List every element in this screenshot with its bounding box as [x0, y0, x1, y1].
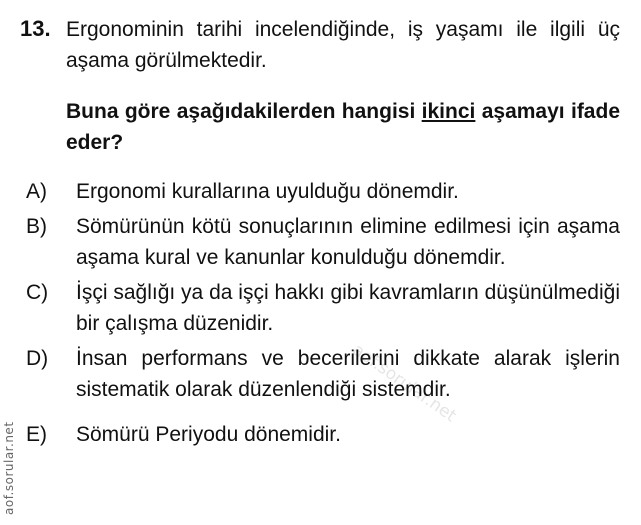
- option-letter: E): [26, 423, 47, 446]
- question-stem: Ergonominin tarihi incelendiğinde, iş yaşamı ile ilgili üç aşama görülmektedir.: [66, 18, 620, 72]
- side-watermark: aof.sorular.net: [2, 421, 16, 515]
- option-letter: C): [26, 281, 49, 304]
- option-e[interactable]: [26, 419, 620, 450]
- option-text: Ergonomi kurallarına uyulduğu dönemdir.: [76, 180, 459, 203]
- option-d[interactable]: [26, 343, 620, 405]
- option-c[interactable]: [26, 277, 620, 339]
- option-text: Sömürünün kötü sonuçlarının elimine edilmesi için aşama aşama kural ve kanunlar konulduğu dönemdir.: [76, 215, 620, 269]
- question-number: 13.: [20, 16, 51, 41]
- option-a[interactable]: [26, 176, 620, 207]
- option-b[interactable]: [26, 211, 620, 273]
- prompt-text-after: aşamayı ifade eder?: [66, 100, 620, 154]
- question-block: [20, 14, 620, 454]
- question-prompt: [66, 96, 620, 158]
- question-body: [66, 14, 620, 158]
- option-text: İnsan performans ve becerilerini dikkate alarak işlerin sistematik olarak düzenlendiği sistemdir.: [76, 347, 620, 401]
- option-text: İşçi sağlığı ya da işçi hakkı gibi kavramların düşünülmediği bir çalışma düzenidir.: [76, 281, 620, 335]
- option-letter: A): [26, 180, 47, 203]
- answer-options: [26, 176, 620, 450]
- option-letter: B): [26, 215, 47, 238]
- option-letter: D): [26, 347, 49, 370]
- prompt-text-before: Buna göre aşağıdakilerden hangisi: [66, 100, 422, 123]
- question-header: [20, 14, 620, 158]
- prompt-emphasis: ikinci: [421, 100, 476, 123]
- option-text: Sömürü Periyodu dönemidir.: [76, 423, 341, 446]
- diagonal-watermark: aof.sorular.net: [348, 340, 460, 427]
